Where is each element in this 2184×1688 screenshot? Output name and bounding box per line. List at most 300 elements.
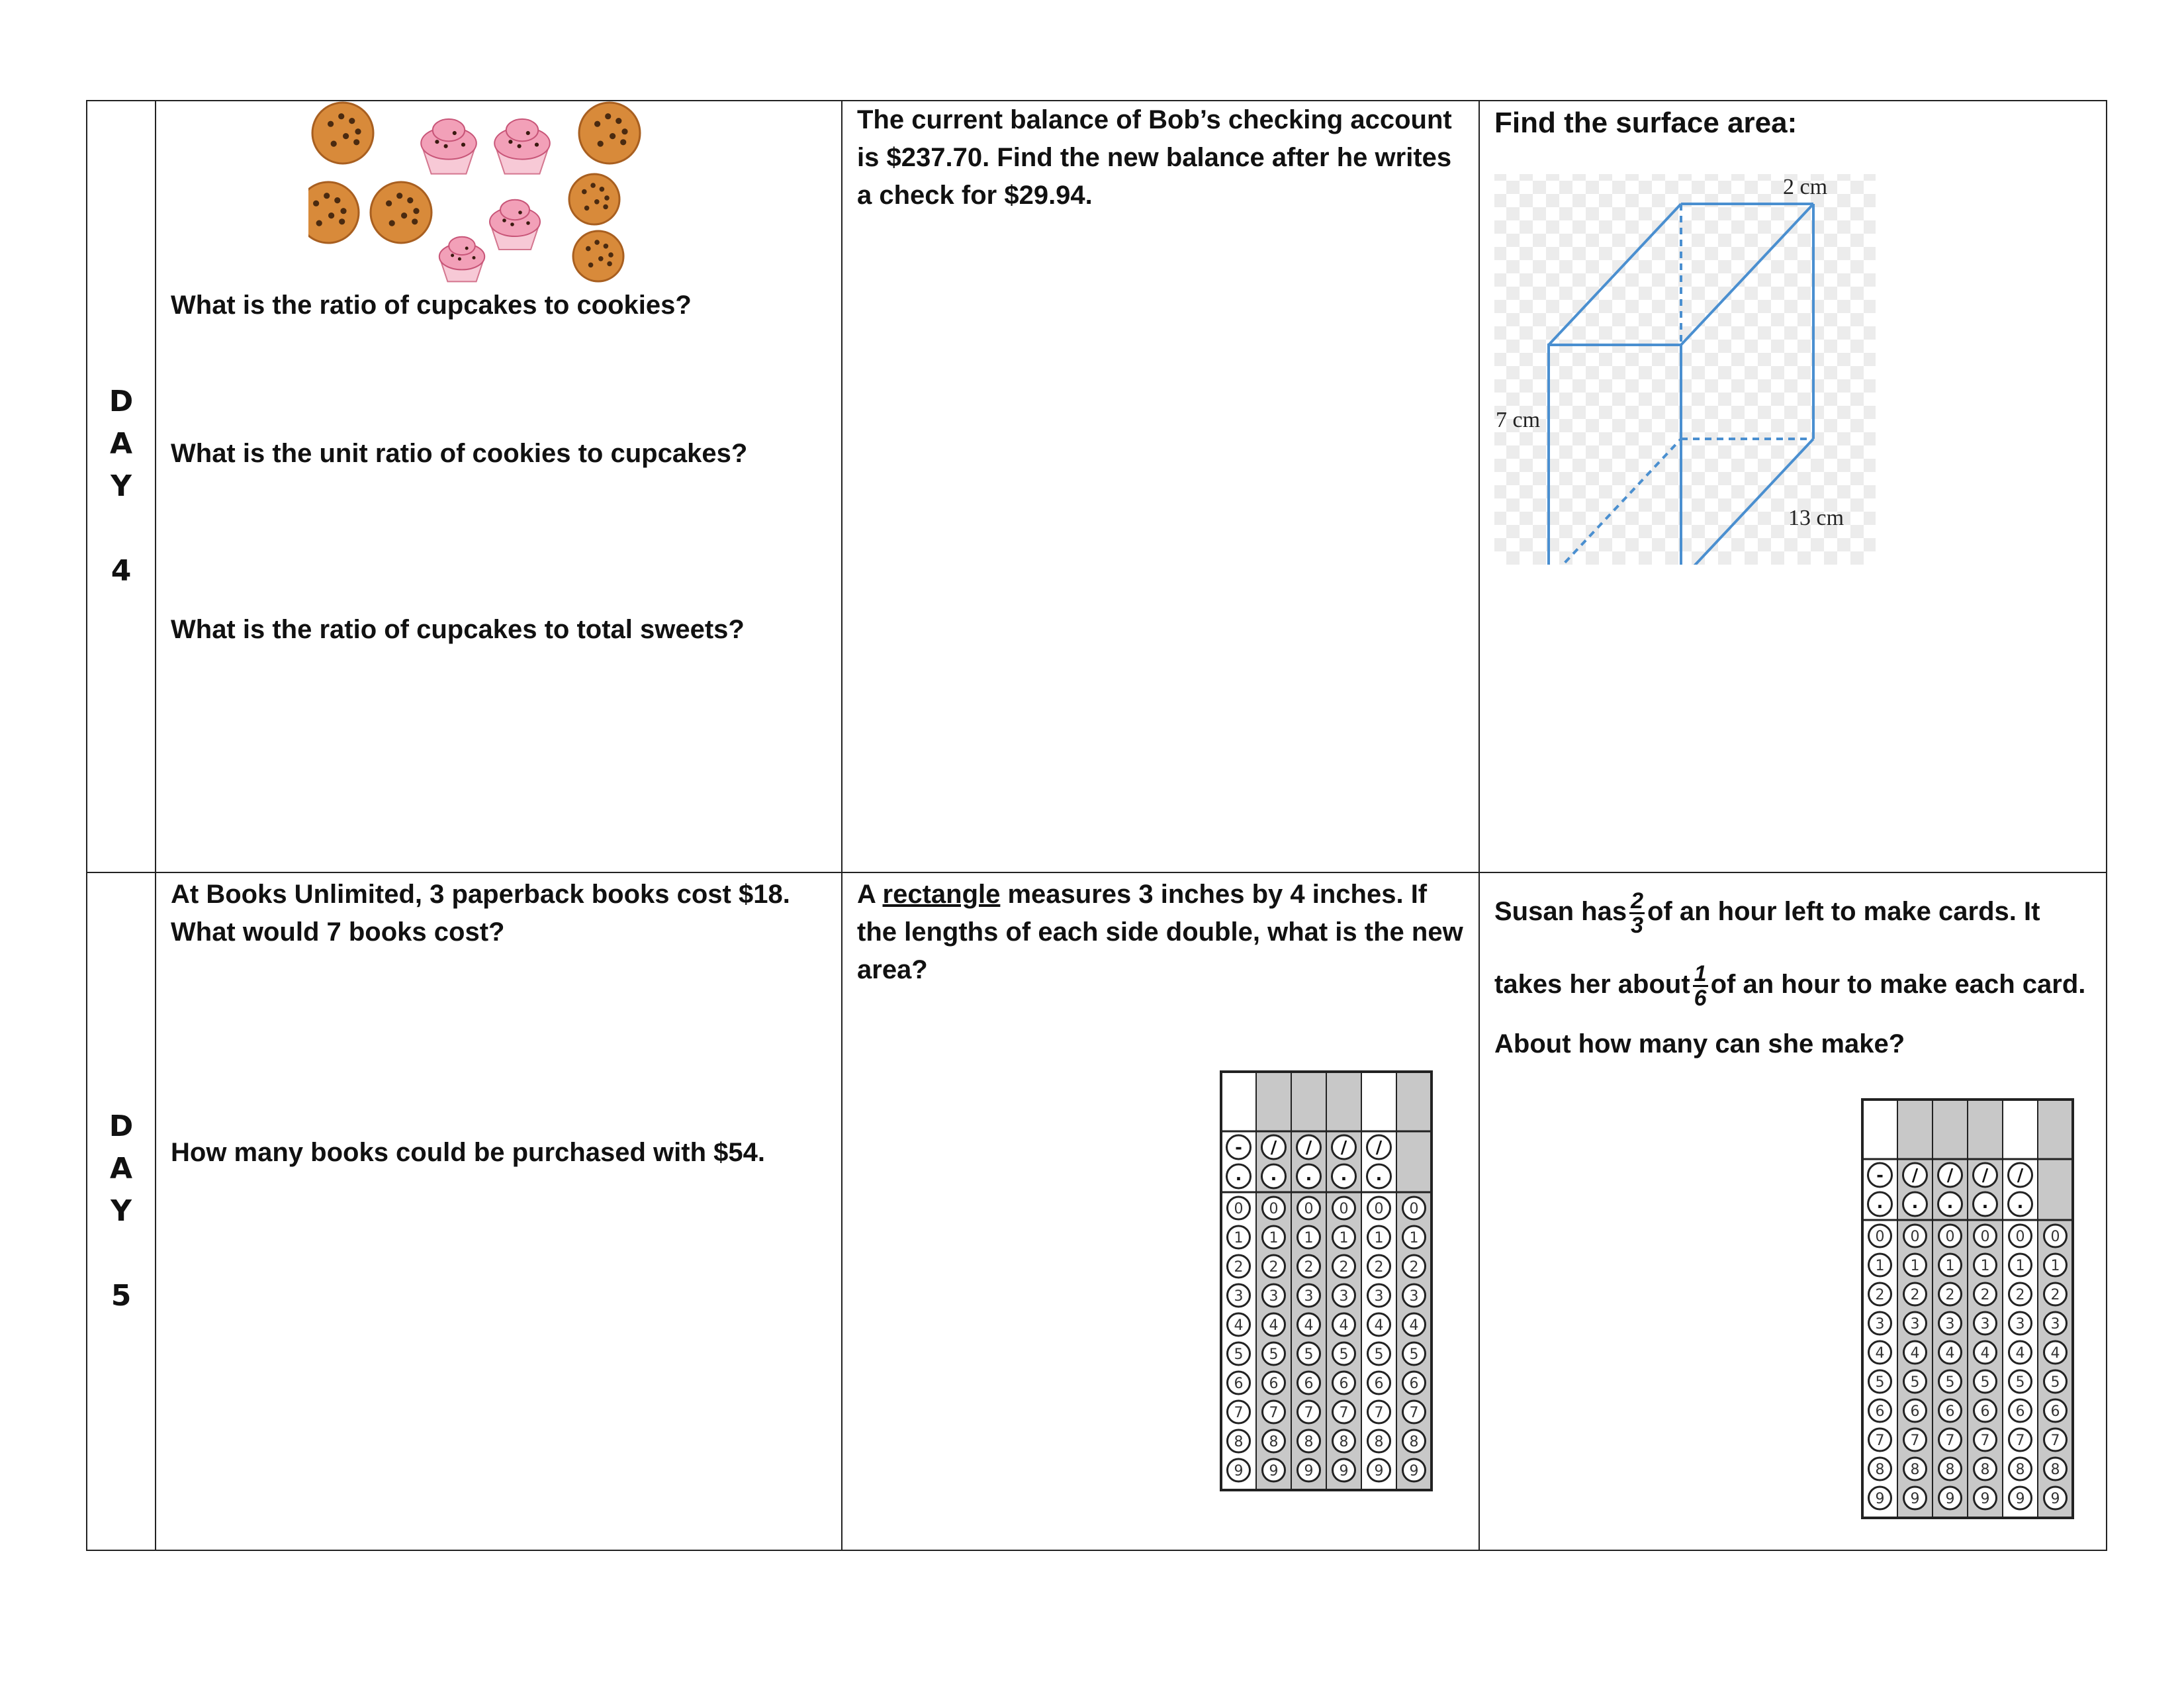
grid-digit-bubble[interactable] xyxy=(1298,1342,1320,1365)
grid-digit-bubble[interactable] xyxy=(1333,1197,1355,1219)
grid-symbol-bubble[interactable] xyxy=(1297,1135,1321,1159)
grid-digit-bubble[interactable] xyxy=(1333,1401,1355,1423)
grid-digit-bubble[interactable] xyxy=(1403,1197,1426,1219)
checking-question: The current balance of Bob’s checking account is $237.70. Find the new balance after he writes a check for $29.94. xyxy=(857,105,1452,210)
grid-digit-bubble[interactable] xyxy=(1368,1284,1390,1307)
svg-text:0: 0 xyxy=(1945,1229,1955,1245)
checking-cell xyxy=(842,101,1479,872)
svg-text:6: 6 xyxy=(1409,1376,1419,1392)
grid-digit-bubble[interactable] xyxy=(1939,1225,1962,1247)
cookie-icon xyxy=(579,103,640,164)
grid-digit-bubble[interactable] xyxy=(1939,1283,1962,1305)
svg-text:/: / xyxy=(1946,1166,1954,1186)
svg-text:9: 9 xyxy=(1234,1463,1244,1479)
svg-text:2: 2 xyxy=(1980,1287,1990,1303)
dim-bottom-label: 13 cm xyxy=(1788,506,1844,530)
grid-digit-bubble[interactable] xyxy=(1904,1429,1927,1451)
grid-digit-bubble[interactable] xyxy=(2009,1487,2032,1509)
grid-digit-bubble[interactable] xyxy=(1298,1372,1320,1394)
grid-digit-bubble[interactable] xyxy=(1904,1225,1927,1247)
grid-digit-bubble[interactable] xyxy=(2044,1283,2067,1305)
grid-digit-bubble[interactable] xyxy=(1228,1284,1250,1307)
svg-text:2: 2 xyxy=(1269,1259,1279,1276)
svg-text:0: 0 xyxy=(1234,1201,1244,1217)
grid-digit-bubble[interactable] xyxy=(2044,1254,2067,1276)
grid-symbol-bubble[interactable] xyxy=(2009,1163,2032,1187)
svg-text:4: 4 xyxy=(2050,1345,2060,1362)
svg-text:4: 4 xyxy=(2015,1345,2025,1362)
grid-digit-bubble[interactable] xyxy=(1298,1401,1320,1423)
ratio-question-3: What is the ratio of cupcakes to total sweets? xyxy=(171,615,745,644)
svg-text:.: . xyxy=(1235,1165,1242,1185)
svg-text:5: 5 xyxy=(1945,1374,1955,1391)
grid-digit-bubble[interactable] xyxy=(1333,1313,1355,1336)
svg-text:0: 0 xyxy=(1304,1201,1314,1217)
svg-text:9: 9 xyxy=(1374,1463,1384,1479)
grid-digit-bubble[interactable] xyxy=(1263,1342,1285,1365)
grid-digit-bubble[interactable] xyxy=(2044,1225,2067,1247)
svg-text:1: 1 xyxy=(1304,1230,1314,1246)
grid-digit-bubble[interactable] xyxy=(1263,1459,1285,1481)
grid-digit-bubble[interactable] xyxy=(1228,1226,1250,1248)
svg-text:3: 3 xyxy=(1304,1288,1314,1305)
svg-text:0: 0 xyxy=(1409,1201,1419,1217)
grid-symbol-bubble[interactable] xyxy=(1227,1135,1251,1159)
svg-text:5: 5 xyxy=(1269,1346,1279,1363)
svg-text:8: 8 xyxy=(1269,1434,1279,1450)
svg-text:2: 2 xyxy=(1875,1287,1885,1303)
grid-digit-bubble[interactable] xyxy=(1869,1458,1891,1480)
grid-digit-bubble[interactable] xyxy=(1974,1254,1997,1276)
svg-text:.: . xyxy=(2017,1193,2024,1213)
grid-digit-bubble[interactable] xyxy=(1869,1487,1891,1509)
grid-decimal-bubble[interactable] xyxy=(1332,1164,1356,1188)
ratio-question-1: What is the ratio of cupcakes to cookies? xyxy=(171,291,692,320)
worksheet-table xyxy=(86,100,2107,1551)
day4-row xyxy=(87,101,2107,872)
grid-digit-bubble[interactable] xyxy=(1869,1341,1891,1364)
grid-symbol-bubble[interactable] xyxy=(1974,1163,1997,1187)
grid-digit-bubble[interactable] xyxy=(2044,1341,2067,1364)
grid-decimal-bubble[interactable] xyxy=(1868,1192,1892,1216)
grid-digit-bubble[interactable] xyxy=(2044,1429,2067,1451)
svg-text:9: 9 xyxy=(2050,1491,2060,1507)
svg-text:7: 7 xyxy=(1980,1432,1990,1449)
svg-text:0: 0 xyxy=(2015,1229,2025,1245)
svg-text:6: 6 xyxy=(1234,1376,1244,1392)
svg-text:2: 2 xyxy=(1234,1259,1244,1276)
svg-text:9: 9 xyxy=(2015,1491,2025,1507)
svg-text:6: 6 xyxy=(1910,1403,1920,1420)
grid-digit-bubble[interactable] xyxy=(1298,1255,1320,1278)
grid-digit-bubble[interactable] xyxy=(1939,1370,1962,1393)
svg-text:7: 7 xyxy=(1304,1405,1314,1421)
grid-digit-bubble[interactable] xyxy=(1869,1254,1891,1276)
svg-text:4: 4 xyxy=(1374,1317,1384,1334)
svg-text:2: 2 xyxy=(1409,1259,1419,1276)
svg-text:4: 4 xyxy=(1304,1317,1314,1334)
svg-text:5: 5 xyxy=(1339,1346,1349,1363)
grid-digit-bubble[interactable] xyxy=(1904,1487,1927,1509)
grid-digit-bubble[interactable] xyxy=(1298,1430,1320,1452)
grid-digit-bubble[interactable] xyxy=(2009,1283,2032,1305)
grid-digit-bubble[interactable] xyxy=(1368,1197,1390,1219)
grid-digit-bubble[interactable] xyxy=(1869,1225,1891,1247)
grid-digit-bubble[interactable] xyxy=(1974,1370,1997,1393)
svg-text:6: 6 xyxy=(1304,1376,1314,1392)
svg-text:7: 7 xyxy=(1339,1405,1349,1421)
svg-text:4: 4 xyxy=(1980,1345,1990,1362)
grid-decimal-bubble[interactable] xyxy=(1262,1164,1286,1188)
svg-text:3: 3 xyxy=(1374,1288,1384,1305)
svg-text:4: 4 xyxy=(1269,1317,1279,1334)
grid-digit-bubble[interactable] xyxy=(1228,1430,1250,1452)
grid-digit-bubble[interactable] xyxy=(1904,1283,1927,1305)
grid-digit-bubble[interactable] xyxy=(1904,1458,1927,1480)
svg-text:5: 5 xyxy=(1304,1346,1314,1363)
svg-text:4: 4 xyxy=(1234,1317,1244,1334)
svg-text:.: . xyxy=(1876,1193,1884,1213)
svg-text:9: 9 xyxy=(1945,1491,1955,1507)
grid-digit-bubble[interactable] xyxy=(2009,1429,2032,1451)
grid-digit-bubble[interactable] xyxy=(1333,1255,1355,1278)
svg-text:1: 1 xyxy=(1269,1230,1279,1246)
sweets-illustration xyxy=(308,101,679,287)
svg-text:9: 9 xyxy=(1875,1491,1885,1507)
grid-decimal-bubble[interactable] xyxy=(1974,1192,1997,1216)
grid-digit-bubble[interactable] xyxy=(1263,1313,1285,1336)
grid-digit-bubble[interactable] xyxy=(1974,1312,1997,1335)
svg-text:6: 6 xyxy=(1875,1403,1885,1420)
rectangle-question: A rectangle measures 3 inches by 4 inches. If the lengths of each side double, what is the new area? xyxy=(857,880,1463,984)
answer-grid-cards xyxy=(1861,1098,2079,1532)
grid-symbol-bubble[interactable] xyxy=(1903,1163,1927,1187)
grid-decimal-bubble[interactable] xyxy=(1938,1192,1962,1216)
svg-text:8: 8 xyxy=(2050,1462,2060,1478)
ratio-question-2: What is the unit ratio of cookies to cupcakes? xyxy=(171,439,748,468)
svg-text:1: 1 xyxy=(1409,1230,1419,1246)
svg-text:1: 1 xyxy=(1945,1258,1955,1274)
svg-text:1: 1 xyxy=(1234,1230,1244,1246)
svg-text:7: 7 xyxy=(1875,1432,1885,1449)
svg-text:7: 7 xyxy=(2015,1432,2025,1449)
grid-digit-bubble[interactable] xyxy=(1974,1458,1997,1480)
svg-text:1: 1 xyxy=(1339,1230,1349,1246)
grid-digit-bubble[interactable] xyxy=(1228,1459,1250,1481)
svg-text:3: 3 xyxy=(2015,1316,2025,1333)
grid-digit-bubble[interactable] xyxy=(1368,1313,1390,1336)
grid-digit-bubble[interactable] xyxy=(1298,1313,1320,1336)
grid-digit-bubble[interactable] xyxy=(1869,1429,1891,1451)
grid-digit-bubble[interactable] xyxy=(1403,1226,1426,1248)
grid-digit-bubble[interactable] xyxy=(1263,1226,1285,1248)
svg-text:.: . xyxy=(1340,1165,1347,1185)
svg-text:1: 1 xyxy=(2050,1258,2060,1274)
cookie-icon xyxy=(312,103,373,164)
svg-text:1: 1 xyxy=(1980,1258,1990,1274)
grid-symbol-bubble[interactable] xyxy=(1262,1135,1286,1159)
grid-digit-bubble[interactable] xyxy=(2009,1312,2032,1335)
grid-digit-bubble[interactable] xyxy=(1298,1226,1320,1248)
grid-digit-bubble[interactable] xyxy=(2009,1341,2032,1364)
grid-digit-bubble[interactable] xyxy=(1298,1284,1320,1307)
grid-digit-bubble[interactable] xyxy=(1939,1312,1962,1335)
grid-digit-bubble[interactable] xyxy=(1939,1399,1962,1422)
cookie-icon xyxy=(371,182,432,243)
svg-text:4: 4 xyxy=(1945,1345,1955,1362)
day5-row xyxy=(87,872,2107,1550)
svg-text:/: / xyxy=(1305,1138,1312,1158)
svg-text:2: 2 xyxy=(1374,1259,1384,1276)
grid-digit-bubble[interactable] xyxy=(1263,1430,1285,1452)
grid-digit-bubble[interactable] xyxy=(1403,1430,1426,1452)
day5-label-cell xyxy=(87,872,156,1550)
svg-text:1: 1 xyxy=(1374,1230,1384,1246)
grid-digit-bubble[interactable] xyxy=(1228,1372,1250,1394)
svg-text:7: 7 xyxy=(1374,1405,1384,1421)
svg-text:8: 8 xyxy=(1980,1462,1990,1478)
grid-digit-bubble[interactable] xyxy=(1333,1226,1355,1248)
svg-text:5: 5 xyxy=(2050,1374,2060,1391)
grid-digit-bubble[interactable] xyxy=(1263,1372,1285,1394)
grid-digit-bubble[interactable] xyxy=(1939,1487,1962,1509)
grid-decimal-bubble[interactable] xyxy=(1227,1164,1251,1188)
svg-text:7: 7 xyxy=(1269,1405,1279,1421)
svg-text:2: 2 xyxy=(2015,1287,2025,1303)
svg-text:7: 7 xyxy=(1234,1405,1244,1421)
books-question-2: How many books could be purchased with $54. xyxy=(171,1138,765,1167)
rectangle-cell xyxy=(842,872,1479,1550)
grid-digit-bubble[interactable] xyxy=(1869,1370,1891,1393)
grid-digit-bubble[interactable] xyxy=(2009,1225,2032,1247)
svg-text:/: / xyxy=(1981,1166,1989,1186)
grid-digit-bubble[interactable] xyxy=(1974,1487,1997,1509)
grid-symbol-bubble[interactable] xyxy=(1367,1135,1391,1159)
grid-digit-bubble[interactable] xyxy=(1368,1430,1390,1452)
answer-grid-rectangle xyxy=(1220,1070,1438,1504)
grid-digit-bubble[interactable] xyxy=(1263,1401,1285,1423)
grid-digit-bubble[interactable] xyxy=(1228,1401,1250,1423)
svg-text:6: 6 xyxy=(1339,1376,1349,1392)
svg-text:/: / xyxy=(2017,1166,2024,1186)
grid-decimal-bubble[interactable] xyxy=(1297,1164,1321,1188)
grid-digit-bubble[interactable] xyxy=(1368,1401,1390,1423)
grid-digit-bubble[interactable] xyxy=(1869,1312,1891,1335)
fraction-one-sixth: $\frac{1}{6}$ xyxy=(1694,961,1707,1011)
grid-digit-bubble[interactable] xyxy=(1368,1226,1390,1248)
svg-text:1: 1 xyxy=(2015,1258,2025,1274)
grid-digit-bubble[interactable] xyxy=(1298,1459,1320,1481)
grid-digit-bubble[interactable] xyxy=(1263,1284,1285,1307)
svg-text:6: 6 xyxy=(2015,1403,2025,1420)
grid-digit-bubble[interactable] xyxy=(1939,1254,1962,1276)
svg-text:4: 4 xyxy=(1910,1345,1920,1362)
svg-text:.: . xyxy=(1375,1165,1383,1185)
svg-text:7: 7 xyxy=(1409,1405,1419,1421)
svg-text:4: 4 xyxy=(1339,1317,1349,1334)
grid-digit-bubble[interactable] xyxy=(1939,1429,1962,1451)
cupcake-icon xyxy=(439,237,484,282)
svg-text:/: / xyxy=(1375,1138,1383,1158)
grid-digit-bubble[interactable] xyxy=(2009,1370,2032,1393)
grid-digit-bubble[interactable] xyxy=(1403,1284,1426,1307)
svg-text:0: 0 xyxy=(1910,1229,1920,1245)
svg-text:5: 5 xyxy=(1875,1374,1885,1391)
grid-digit-bubble[interactable] xyxy=(1403,1342,1426,1365)
svg-text:4: 4 xyxy=(1409,1317,1419,1334)
grid-digit-bubble[interactable] xyxy=(1403,1401,1426,1423)
fraction-two-thirds: $\frac{2}{3}$ xyxy=(1631,888,1643,938)
grid-digit-bubble[interactable] xyxy=(1228,1255,1250,1278)
svg-text:7: 7 xyxy=(1910,1432,1920,1449)
svg-text:2: 2 xyxy=(1910,1287,1920,1303)
svg-text:3: 3 xyxy=(1269,1288,1279,1305)
svg-text:8: 8 xyxy=(1374,1434,1384,1450)
svg-text:6: 6 xyxy=(1980,1403,1990,1420)
svg-text:3: 3 xyxy=(1980,1316,1990,1333)
grid-digit-bubble[interactable] xyxy=(1403,1459,1426,1481)
grid-digit-bubble[interactable] xyxy=(2009,1254,2032,1276)
grid-digit-bubble[interactable] xyxy=(1333,1430,1355,1452)
grid-digit-bubble[interactable] xyxy=(1904,1370,1927,1393)
svg-text:3: 3 xyxy=(2050,1316,2060,1333)
grid-digit-bubble[interactable] xyxy=(1403,1313,1426,1336)
grid-digit-bubble[interactable] xyxy=(2044,1399,2067,1422)
svg-text:0: 0 xyxy=(1875,1229,1885,1245)
grid-digit-bubble[interactable] xyxy=(1368,1255,1390,1278)
svg-text:3: 3 xyxy=(1234,1288,1244,1305)
grid-symbol-bubble[interactable] xyxy=(1938,1163,1962,1187)
surface-area-cell xyxy=(1479,101,2107,872)
grid-digit-bubble[interactable] xyxy=(2009,1458,2032,1480)
svg-text:7: 7 xyxy=(2050,1432,2060,1449)
svg-text:7: 7 xyxy=(1945,1432,1955,1449)
svg-text:.: . xyxy=(1305,1165,1312,1185)
svg-text:6: 6 xyxy=(1374,1376,1384,1392)
grid-digit-bubble[interactable] xyxy=(1974,1399,1997,1422)
cards-cell xyxy=(1479,872,2107,1550)
grid-digit-bubble[interactable] xyxy=(1333,1372,1355,1394)
svg-text:0: 0 xyxy=(1339,1201,1349,1217)
books-cell xyxy=(156,872,842,1550)
svg-text:0: 0 xyxy=(2050,1229,2060,1245)
svg-text:6: 6 xyxy=(1269,1376,1279,1392)
day5-label: D A Y 5 xyxy=(109,1109,134,1313)
grid-digit-bubble[interactable] xyxy=(1228,1197,1250,1219)
grid-digit-bubble[interactable] xyxy=(1974,1429,1997,1451)
svg-text:5: 5 xyxy=(2015,1374,2025,1391)
grid-digit-bubble[interactable] xyxy=(1904,1312,1927,1335)
grid-digit-bubble[interactable] xyxy=(1368,1372,1390,1394)
svg-text:8: 8 xyxy=(1409,1434,1419,1450)
svg-text:9: 9 xyxy=(1409,1463,1419,1479)
svg-text:4: 4 xyxy=(1875,1345,1885,1362)
grid-digit-bubble[interactable] xyxy=(2009,1399,2032,1422)
grid-digit-bubble[interactable] xyxy=(1263,1197,1285,1219)
grid-digit-bubble[interactable] xyxy=(1333,1459,1355,1481)
svg-text:1: 1 xyxy=(1910,1258,1920,1274)
svg-text:8: 8 xyxy=(2015,1462,2025,1478)
grid-digit-bubble[interactable] xyxy=(1333,1284,1355,1307)
grid-digit-bubble[interactable] xyxy=(1333,1342,1355,1365)
svg-text:8: 8 xyxy=(1234,1434,1244,1450)
svg-text:6: 6 xyxy=(1945,1403,1955,1420)
cards-line-3: About how many can she make? xyxy=(1494,1029,1905,1058)
grid-digit-bubble[interactable] xyxy=(2044,1312,2067,1335)
grid-digit-bubble[interactable] xyxy=(1904,1254,1927,1276)
grid-digit-bubble[interactable] xyxy=(1904,1341,1927,1364)
svg-text:8: 8 xyxy=(1339,1434,1349,1450)
svg-text:.: . xyxy=(1946,1193,1954,1213)
grid-digit-bubble[interactable] xyxy=(1368,1342,1390,1365)
svg-text:5: 5 xyxy=(1409,1346,1419,1363)
grid-decimal-bubble[interactable] xyxy=(1903,1192,1927,1216)
svg-text:9: 9 xyxy=(1910,1491,1920,1507)
svg-text:9: 9 xyxy=(1339,1463,1349,1479)
svg-text:3: 3 xyxy=(1945,1316,1955,1333)
grid-digit-bubble[interactable] xyxy=(1403,1372,1426,1394)
dim-top-label: 2 cm xyxy=(1783,175,1828,199)
svg-text:.: . xyxy=(1270,1165,1277,1185)
grid-digit-bubble[interactable] xyxy=(1263,1255,1285,1278)
grid-digit-bubble[interactable] xyxy=(1228,1342,1250,1365)
cookie-icon xyxy=(569,174,619,224)
svg-text:/: / xyxy=(1911,1166,1919,1186)
grid-digit-bubble[interactable] xyxy=(1904,1399,1927,1422)
grid-digit-bubble[interactable] xyxy=(1939,1458,1962,1480)
svg-text:0: 0 xyxy=(1980,1229,1990,1245)
grid-digit-bubble[interactable] xyxy=(2044,1370,2067,1393)
svg-text:.: . xyxy=(1911,1193,1919,1213)
svg-text:3: 3 xyxy=(1409,1288,1419,1305)
grid-digit-bubble[interactable] xyxy=(1974,1341,1997,1364)
grid-decimal-bubble[interactable] xyxy=(2009,1192,2032,1216)
grid-digit-bubble[interactable] xyxy=(2044,1458,2067,1480)
svg-text:/: / xyxy=(1270,1138,1277,1158)
grid-digit-bubble[interactable] xyxy=(1974,1283,1997,1305)
grid-digit-bubble[interactable] xyxy=(1869,1399,1891,1422)
cards-line-1: Susan has $\frac{2}{3}$ of an hour left to make cards. It xyxy=(1494,888,2040,938)
grid-symbol-bubble[interactable] xyxy=(1868,1163,1892,1187)
grid-decimal-bubble[interactable] xyxy=(1367,1164,1391,1188)
rectangle-word: rectangle xyxy=(882,880,1001,909)
grid-digit-bubble[interactable] xyxy=(1368,1459,1390,1481)
svg-text:3: 3 xyxy=(1910,1316,1920,1333)
grid-symbol-bubble[interactable] xyxy=(1332,1135,1356,1159)
grid-digit-bubble[interactable] xyxy=(1939,1341,1962,1364)
svg-text:5: 5 xyxy=(1980,1374,1990,1391)
svg-text:-: - xyxy=(1235,1138,1242,1158)
svg-text:9: 9 xyxy=(1980,1491,1990,1507)
grid-digit-bubble[interactable] xyxy=(2044,1487,2067,1509)
svg-text:-: - xyxy=(1876,1166,1884,1186)
svg-text:0: 0 xyxy=(1374,1201,1384,1217)
grid-digit-bubble[interactable] xyxy=(1974,1225,1997,1247)
day4-label-cell xyxy=(87,101,156,872)
cookie-icon xyxy=(308,182,359,243)
grid-digit-bubble[interactable] xyxy=(1869,1283,1891,1305)
svg-text:1: 1 xyxy=(1875,1258,1885,1274)
surface-area-prompt: Find the surface area: xyxy=(1494,107,1797,139)
grid-digit-bubble[interactable] xyxy=(1228,1313,1250,1336)
ratio-cell xyxy=(156,101,842,872)
day4-label: D A Y 4 xyxy=(109,385,134,588)
grid-digit-bubble[interactable] xyxy=(1298,1197,1320,1219)
prism-diagram xyxy=(1493,167,1890,565)
svg-text:5: 5 xyxy=(1374,1346,1384,1363)
dim-left-label: 7 cm xyxy=(1496,408,1541,432)
grid-digit-bubble[interactable] xyxy=(1403,1255,1426,1278)
